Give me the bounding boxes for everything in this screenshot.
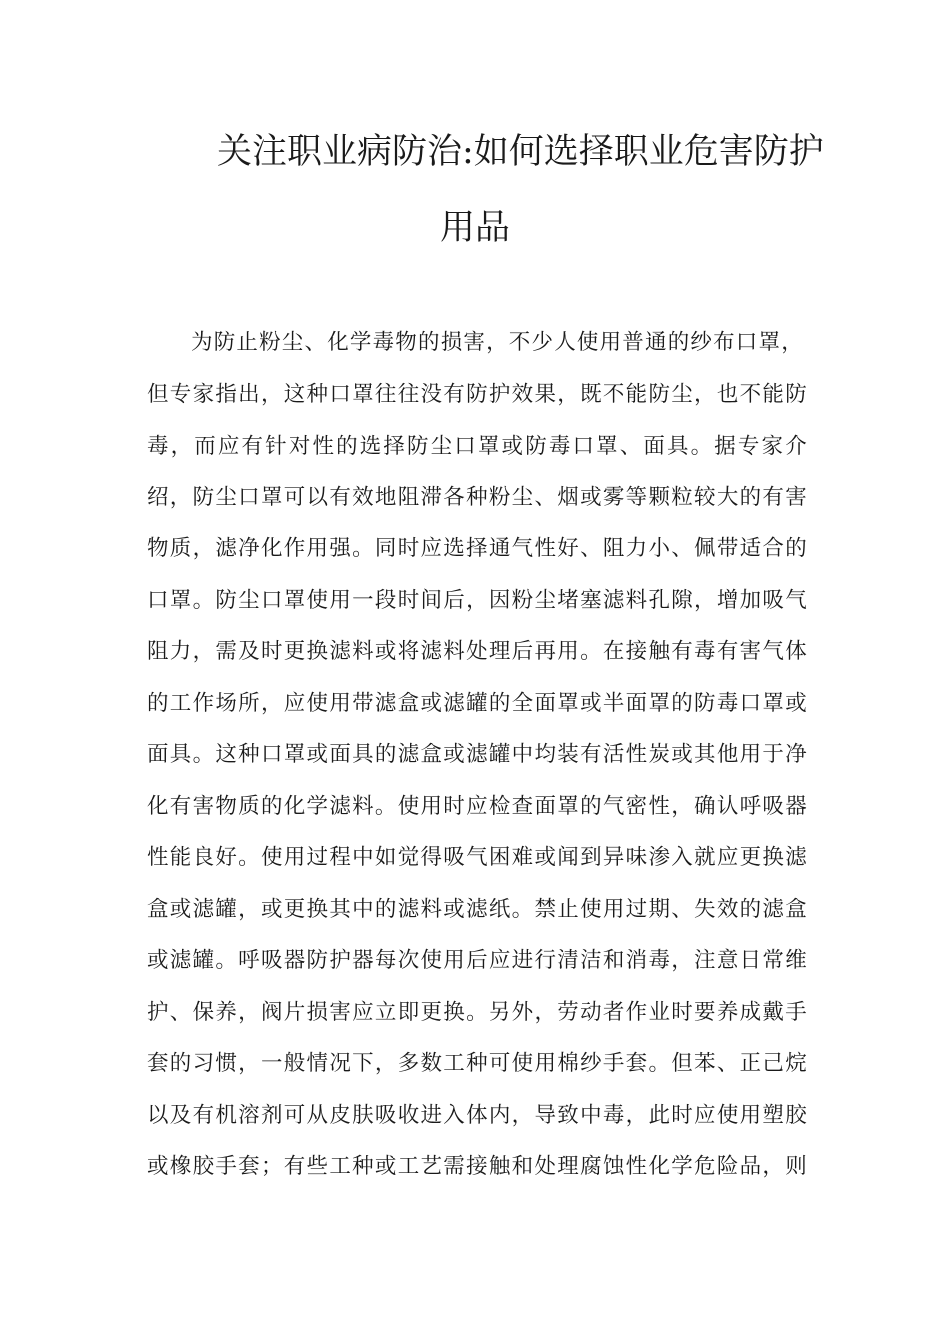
paragraph-line: 毒，而应有针对性的选择防尘口罩或防毒口罩、面具。据专家介 bbox=[147, 434, 807, 459]
document-title-line-1: 关注职业病防治:如何选择职业危害防护 bbox=[217, 132, 824, 172]
paragraph-line: 护、保养，阀片损害应立即更换。另外，劳动者作业时要养成戴手 bbox=[147, 1000, 807, 1025]
paragraph-line: 以及有机溶剂可从皮肤吸收进入体内，导致中毒，此时应使用塑胶 bbox=[147, 1103, 807, 1128]
paragraph-line: 但专家指出，这种口罩往往没有防护效果，既不能防尘，也不能防 bbox=[147, 382, 807, 407]
paragraph-line: 为防止粉尘、化学毒物的损害，不少人使用普通的纱布口罩， bbox=[191, 330, 803, 355]
paragraph-line: 口罩。防尘口罩使用一段时间后，因粉尘堵塞滤料孔隙，增加吸气 bbox=[147, 588, 807, 613]
paragraph-line: 的工作场所，应使用带滤盒或滤罐的全面罩或半面罩的防毒口罩或 bbox=[147, 691, 807, 716]
paragraph-line: 性能良好。使用过程中如觉得吸气困难或闻到异味渗入就应更换滤 bbox=[147, 845, 807, 870]
paragraph-line: 或滤罐。呼吸器防护器每次使用后应进行清洁和消毒，注意日常维 bbox=[147, 948, 807, 973]
paragraph-line: 盒或滤罐，或更换其中的滤料或滤纸。禁止使用过期、失效的滤盒 bbox=[147, 897, 807, 922]
paragraph-line: 套的习惯，一般情况下，多数工种可使用棉纱手套。但苯、正己烷 bbox=[147, 1051, 807, 1076]
paragraph-line: 物质，滤净化作用强。同时应选择通气性好、阻力小、佩带适合的 bbox=[147, 536, 807, 561]
paragraph-line: 化有害物质的化学滤料。使用时应检查面罩的气密性，确认呼吸器 bbox=[147, 794, 807, 819]
paragraph-line: 阻力，需及时更换滤料或将滤料处理后再用。在接触有毒有害气体 bbox=[147, 639, 807, 664]
paragraph-line: 面具。这种口罩或面具的滤盒或滤罐中均装有活性炭或其他用于净 bbox=[147, 742, 807, 767]
paragraph-line: 或橡胶手套；有些工种或工艺需接触和处理腐蚀性化学危险品，则 bbox=[147, 1154, 807, 1179]
document-title-line-2: 用品 bbox=[439, 208, 510, 248]
paragraph-line: 绍，防尘口罩可以有效地阻滞各种粉尘、烟或雾等颗粒较大的有害 bbox=[147, 485, 807, 510]
